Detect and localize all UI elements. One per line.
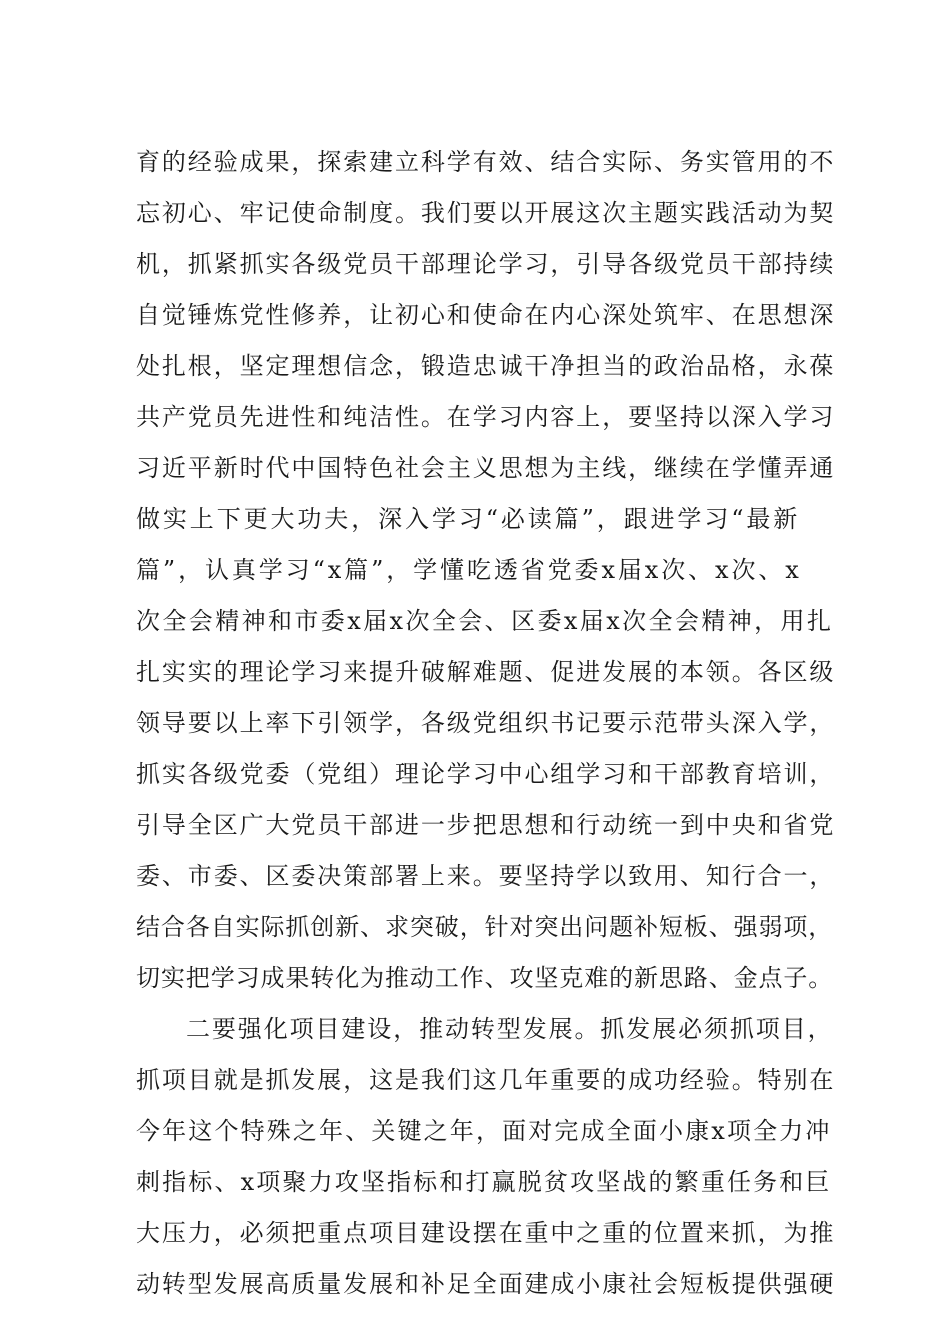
paragraph-line: 领导要以上率下引领学，各级党组织书记要示范带头深入学， bbox=[136, 709, 836, 737]
paragraph-line: 篇”，认真学习“x篇”，学懂吃透省党委x届x次、x次、x bbox=[136, 556, 802, 584]
paragraph-line: 动转型发展高质量发展和补足全面建成小康社会短板提供强硬 bbox=[136, 1270, 836, 1298]
paragraph-line: 共产党员先进性和纯洁性。在学习内容上，要坚持以深入学习 bbox=[136, 403, 836, 431]
paragraph-line: 扎实实的理论学习来提升破解难题、促进发展的本领。各区级 bbox=[136, 658, 836, 686]
paragraph-line: 做实上下更大功夫，深入学习“必读篇”，跟进学习“最新 bbox=[136, 505, 801, 533]
paragraph-line: 切实把学习成果转化为推动工作、攻坚克难的新思路、金点子。 bbox=[136, 964, 834, 992]
paragraph-line: 委、市委、区委决策部署上来。要坚持学以致用、知行合一， bbox=[136, 862, 836, 890]
paragraph-line: 结合各自实际抓创新、求突破，针对突出问题补短板、强弱项， bbox=[136, 913, 834, 941]
paragraph-line: 忘初心、牢记使命制度。我们要以开展这次主题实践活动为契 bbox=[136, 199, 836, 227]
paragraph-line: 抓项目就是抓发展，这是我们这几年重要的成功经验。特别在 bbox=[136, 1066, 836, 1094]
paragraph-line: 次全会精神和市委x届x次全会、区委x届x次全会精神，用扎 bbox=[136, 607, 834, 635]
paragraph-line: 机，抓紧抓实各级党员干部理论学习，引导各级党员干部持续 bbox=[136, 250, 836, 278]
paragraph-line: 抓实各级党委（党组）理论学习中心组学习和干部教育培训， bbox=[136, 760, 836, 788]
paragraph-line: 习近平新时代中国特色社会主义思想为主线，继续在学懂弄通 bbox=[136, 454, 836, 482]
paragraph-line: 处扎根，坚定理想信念，锻造忠诚干净担当的政治品格，永葆 bbox=[136, 352, 836, 380]
paragraph-line: 引导全区广大党员干部进一步把思想和行动统一到中央和省党 bbox=[136, 811, 836, 839]
paragraph-line: 大压力，必须把重点项目建设摆在重中之重的位置来抓，为推 bbox=[136, 1219, 836, 1247]
paragraph-line: 刺指标、x项聚力攻坚指标和打赢脱贫攻坚战的繁重任务和巨 bbox=[136, 1168, 832, 1196]
paragraph-line: 今年这个特殊之年、关键之年，面对完成全面小康x项全力冲 bbox=[136, 1117, 832, 1145]
paragraph-first-line: 二要强化项目建设，推动转型发展。抓发展必须抓项目， bbox=[186, 1015, 834, 1043]
paragraph-line: 自觉锤炼党性修养，让初心和使命在内心深处筑牢、在思想深 bbox=[136, 301, 836, 329]
paragraph-line: 育的经验成果，探索建立科学有效、结合实际、务实管用的不 bbox=[136, 148, 836, 176]
